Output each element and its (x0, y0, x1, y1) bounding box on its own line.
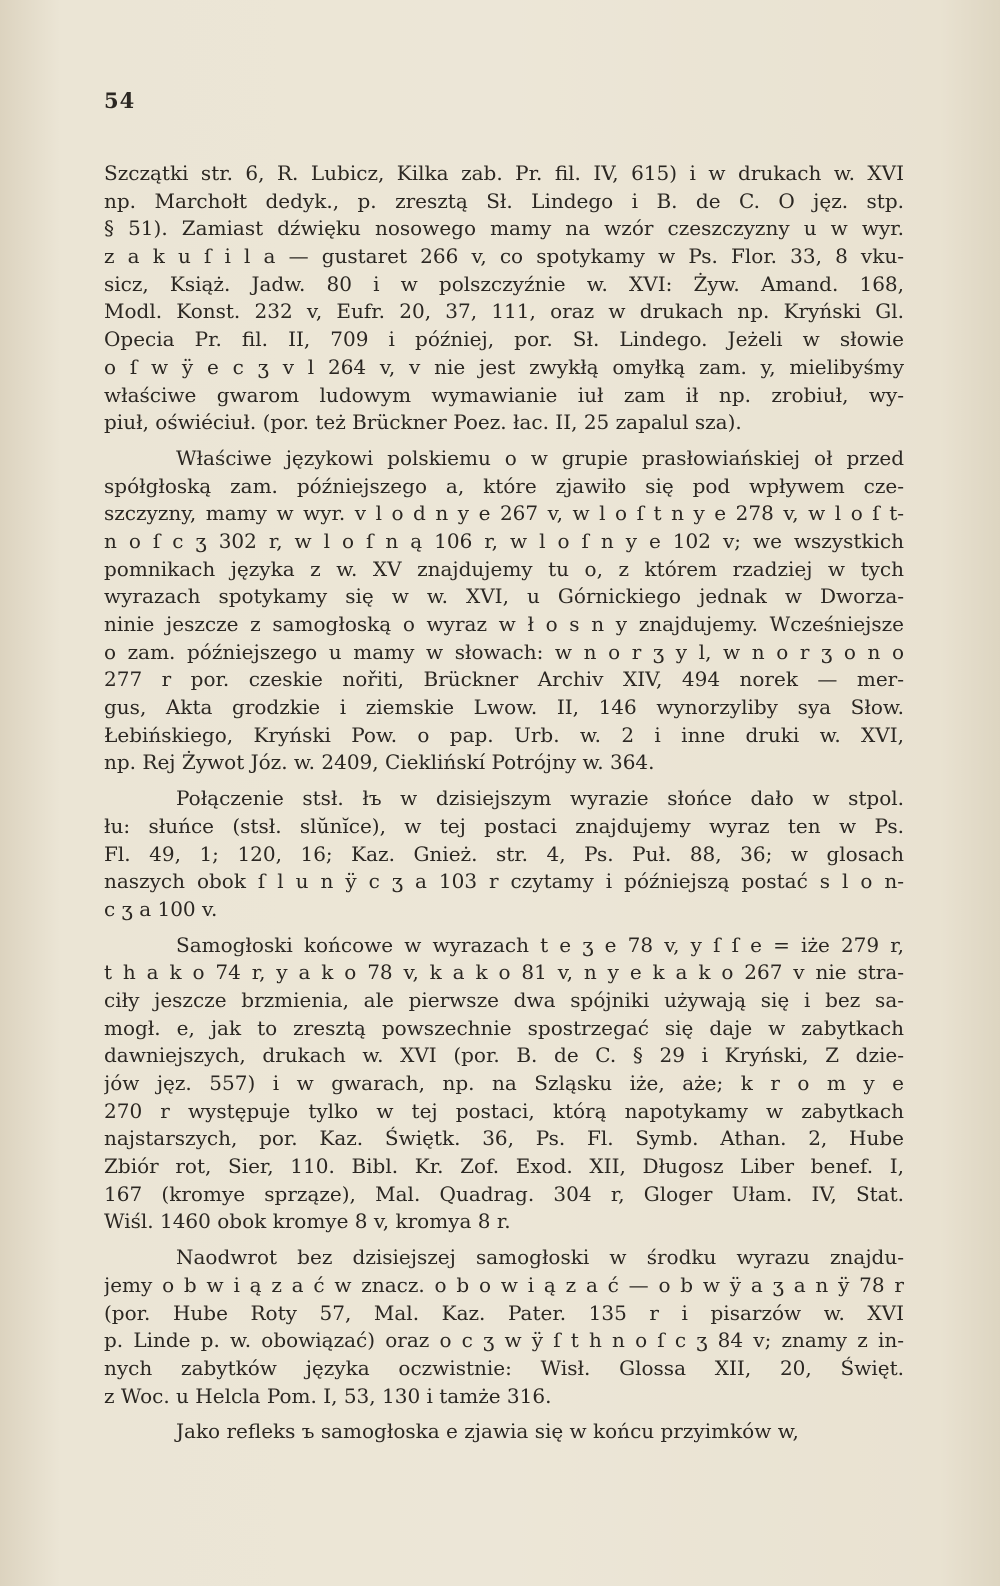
text-line: Zbiór rot, Sier, 110. Bibl. Kr. Zof. Exod. XII, Długosz Liber benef. I, (104, 1154, 904, 1179)
text-line: Fl. 49, 1; 120, 16; Kaz. Gnież. str. 4, Ps. Puł. 88, 36; w glosach (104, 841, 904, 866)
text-line: 277 r por. czeskie nořiti, Brückner Archiv XIV, 494 norek — mer- (104, 667, 904, 692)
text-line: Samogłoski końcowe w wyrazach t e ʒ e 78 v, y ſ ſ e = iże 279 r, (176, 932, 904, 957)
text-line: Połączenie stsł. łъ w dzisiejszym wyrazie słońce dało w stpol. (176, 786, 904, 811)
paragraph-gap (104, 924, 904, 932)
paragraph (104, 445, 904, 777)
text-line: Wiśl. 1460 obok kromye 8 v, kromya 8 r. (104, 1209, 511, 1234)
text-line: o ſ w ÿ e c ʒ v l 264 v, v nie jest zwykłą omyłką zam. y, mielibyśmy (104, 354, 904, 379)
text-line: Szczątki str. 6, R. Lubicz, Kilka zab. Pr. fil. IV, 615) i w drukach w. XVI (104, 161, 904, 185)
paragraph-gap (104, 437, 904, 445)
text-line: ciły jeszcze brzmienia, ale pierwsze dwa spójniki używają się i bez sa- (104, 987, 904, 1012)
text-line: spółgłoską zam. późniejszego a, które zjawiło się pod wpływem cze- (104, 473, 904, 498)
text-line: Opecia Pr. fil. II, 709 i później, por. Sł. Lindego. Jeżeli w słowie (104, 327, 904, 352)
text-line: z Woc. u Helcla Pom. I, 53, 130 i tamże 316. (104, 1383, 552, 1408)
text-line: właściwe gwarom ludowym wymawianie iuł zam ił np. zrobiuł, wy- (104, 382, 904, 407)
paragraph-gap (104, 777, 904, 785)
text-line: naszych obok ſ l u n ÿ c ʒ a 103 r czytamy i późniejszą postać s l o n- (104, 869, 904, 894)
text-line: Naodwrot bez dzisiejszej samogłoski w środku wyrazu znajdu- (176, 1245, 904, 1270)
text-line: najstarszych, por. Kaz. Świętk. 36, Ps. Fl. Symb. Athan. 2, Hube (104, 1126, 904, 1151)
paragraph (104, 785, 904, 923)
paragraph (104, 932, 904, 1237)
text-line: n o ſ c ʒ 302 r, w l o ſ n ą 106 r, w l o ſ n y e 102 v; we wszystkich (104, 528, 904, 553)
text-line: t h a k o 74 r, y a k o 78 v, k a k o 81 v, n y e k a k o 267 v nie stra- (104, 960, 904, 985)
text-line: dawniejszych, drukach w. XVI (por. B. de C. § 29 i Kryński, Z dzie- (104, 1043, 904, 1068)
paragraph-gap (104, 1236, 904, 1244)
text-line: c ʒ a 100 v. (104, 896, 218, 921)
text-line: p. Linde p. w. obowiązać) oraz o c ʒ w ÿ ſ t h n o ſ c ʒ 84 v; znamy z in- (104, 1328, 904, 1353)
text-line: gus, Akta grodzkie i ziemskie Lwow. II, 146 wynorzyliby sya Słow. (104, 695, 904, 720)
text-line: sicz, Książ. Jadw. 80 i w polszczyźnie w. XVI: Żyw. Amand. 168, (104, 271, 904, 296)
text-line: Jako refleks ъ samogłoska e zjawia się w końcu przyimków w, (176, 1419, 799, 1444)
text-line: piuł, oświéciuł. (por. też Brückner Poez. łac. II, 25 zapalul sza). (104, 410, 742, 435)
text-line: Właściwe językowi polskiemu o w grupie prasłowiańskiej oł przed (176, 445, 904, 470)
paragraph (104, 1244, 904, 1410)
text-line: jów jęz. 557) i w gwarach, np. na Szląsku iże, aże; k r o m y e (104, 1071, 904, 1095)
page-number: 54 (104, 88, 136, 113)
text-line: Łebińskiego, Kryński Pow. o pap. Urb. w. 2 i inne druki w. XVI, (104, 722, 904, 747)
text-line: o zam. późniejszego u mamy w słowach: w n o r ʒ y l, w n o r ʒ o n o (104, 639, 904, 664)
text-line: nych zabytków języka oczwistnie: Wisł. Glossa XII, 20, Święt. (104, 1355, 904, 1380)
text-line: (por. Hube Roty 57, Mal. Kaz. Pater. 135 r i pisarzów w. XVI (104, 1300, 904, 1325)
text-line: wyrazach spotykamy się w w. XVI, u Górnickiego jednak w Dworza- (104, 584, 904, 609)
text-line: 167 (kromye sprząze), Mal. Quadrag. 304 r, Gloger Ułam. IV, Stat. (104, 1181, 904, 1206)
text-line: ninie jeszcze z samogłoską o wyraz w ł o s n y znajdujemy. Wcześniejsze (104, 612, 904, 636)
paragraph-gap (104, 1410, 904, 1418)
text-line: 270 r występuje tylko w tej postaci, którą napotykamy w zabytkach (104, 1098, 904, 1123)
text-line: łu: słuńce (stsł. slŭnĭce), w tej postaci znajdujemy wyraz ten w Ps. (104, 813, 904, 838)
text-line: np. Rej Żywot Józ. w. 2409, Cieklińskí Potrójny w. 364. (104, 750, 655, 775)
text-line: pomnikach języka z w. XV znajdujemy tu o, z którem rzadziej w tych (104, 556, 904, 581)
paragraph (104, 160, 904, 437)
text-line: mogł. e, jak to zresztą powszechnie spostrzegać się daje w zabytkach (104, 1015, 904, 1040)
body-text (104, 160, 904, 1446)
text-line: z a k u ſ i l a — gustaret 266 v, co spotykamy w Ps. Flor. 33, 8 vku- (104, 244, 904, 269)
paragraph (104, 1418, 904, 1446)
text-line: np. Marchołt dedyk., p. zresztą Sł. Lindego i B. de C. O jęz. stp. (104, 188, 904, 213)
text-line: Modl. Konst. 232 v, Eufr. 20, 37, 111, oraz w drukach np. Kryński Gl. (104, 299, 904, 324)
text-line: szczyzny, mamy w wyr. v l o d n y e 267 v, w l o ſ t n y e 278 v, w l o ſ t- (104, 501, 904, 526)
text-line: jemy o b w i ą z a ć w znacz. o b o w i ą z a ć — o b w ÿ a ʒ a n ÿ 78 r (104, 1272, 904, 1297)
text-line: § 51). Zamiast dźwięku nosowego mamy na wzór czeszczyzny u w wyr. (104, 216, 904, 241)
